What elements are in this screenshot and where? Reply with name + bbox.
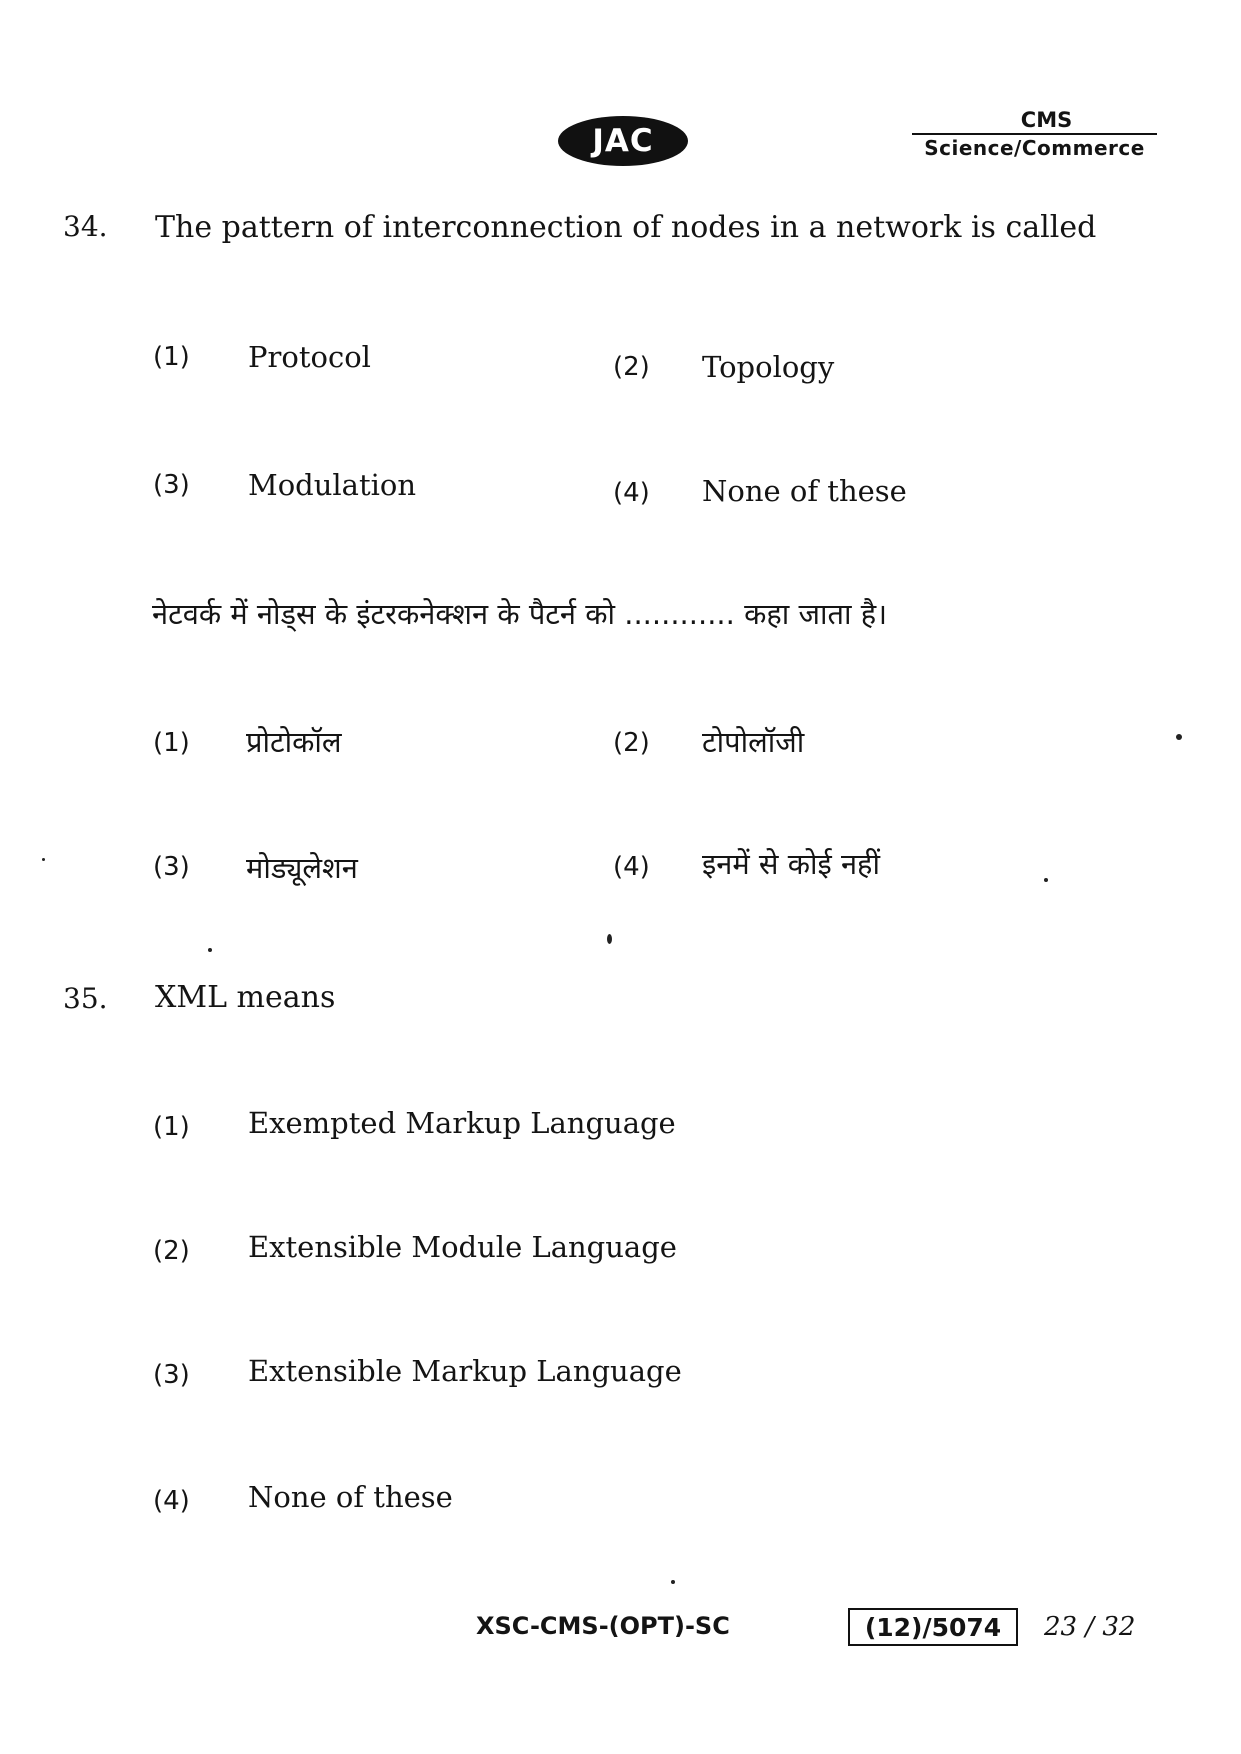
question-35-number: 35. [63,982,108,1015]
q34-hindi-option-1-text: प्रोटोकॉल [246,725,342,759]
question-34-text: The pattern of interconnection of nodes in a network is called [155,210,1097,245]
stream-label: Science/Commerce [924,136,1145,160]
jac-logo [558,116,688,166]
set-code-box [848,1608,1018,1646]
q34-hindi-option-2-number: (2) [613,728,650,758]
scan-speck [1176,734,1182,740]
scan-speck [1044,878,1048,882]
q35-option-2-text: Extensible Module Language [248,1230,677,1264]
q35-option-4-text: None of these [248,1480,453,1514]
subject-code: CMS [1020,108,1073,132]
q34-option-2-text: Topology [702,350,835,384]
question-34-text-hindi: नेटवर्क में नोड्स के इंटरकनेक्शन के पैटर्न को ............ कहा जाता है। [152,597,888,631]
scan-speck [42,858,45,861]
q34-option-1-text: Protocol [248,340,371,374]
q35-option-1-text: Exempted Markup Language [248,1106,676,1140]
page-number: 23 / 32 [1044,1612,1136,1642]
question-35-text: XML means [155,980,336,1015]
paper-code: XSC-CMS-(OPT)-SC [476,1612,730,1640]
scan-speck [208,948,212,952]
q35-option-3-number: (3) [153,1360,190,1390]
question-34-number: 34. [63,210,108,243]
q34-option-2-number: (2) [613,352,650,382]
logo-text: JAC [592,123,654,159]
q34-hindi-option-2-text: टोपोलॉजी [702,725,805,759]
q34-hindi-option-4-number: (4) [613,852,650,882]
q35-option-1-number: (1) [153,1112,190,1142]
scan-speck [671,1580,675,1584]
set-code: (12)/5074 [864,1612,1002,1642]
scan-speck [607,934,612,944]
q35-option-3-text: Extensible Markup Language [248,1354,682,1388]
q34-option-1-number: (1) [153,342,190,372]
q34-option-3-number: (3) [153,470,190,500]
q35-option-4-number: (4) [153,1486,190,1516]
q34-hindi-option-4-text: इनमें से कोई नहीं [702,847,880,881]
q34-hindi-option-3-number: (3) [153,852,190,882]
q34-hindi-option-3-text: मोड्यूलेशन [246,851,358,885]
q34-option-4-text: None of these [702,474,907,508]
q35-option-2-number: (2) [153,1236,190,1266]
q34-option-3-text: Modulation [248,468,417,502]
q34-option-4-number: (4) [613,478,650,508]
q34-hindi-option-1-number: (1) [153,728,190,758]
header-subject [912,108,1157,161]
